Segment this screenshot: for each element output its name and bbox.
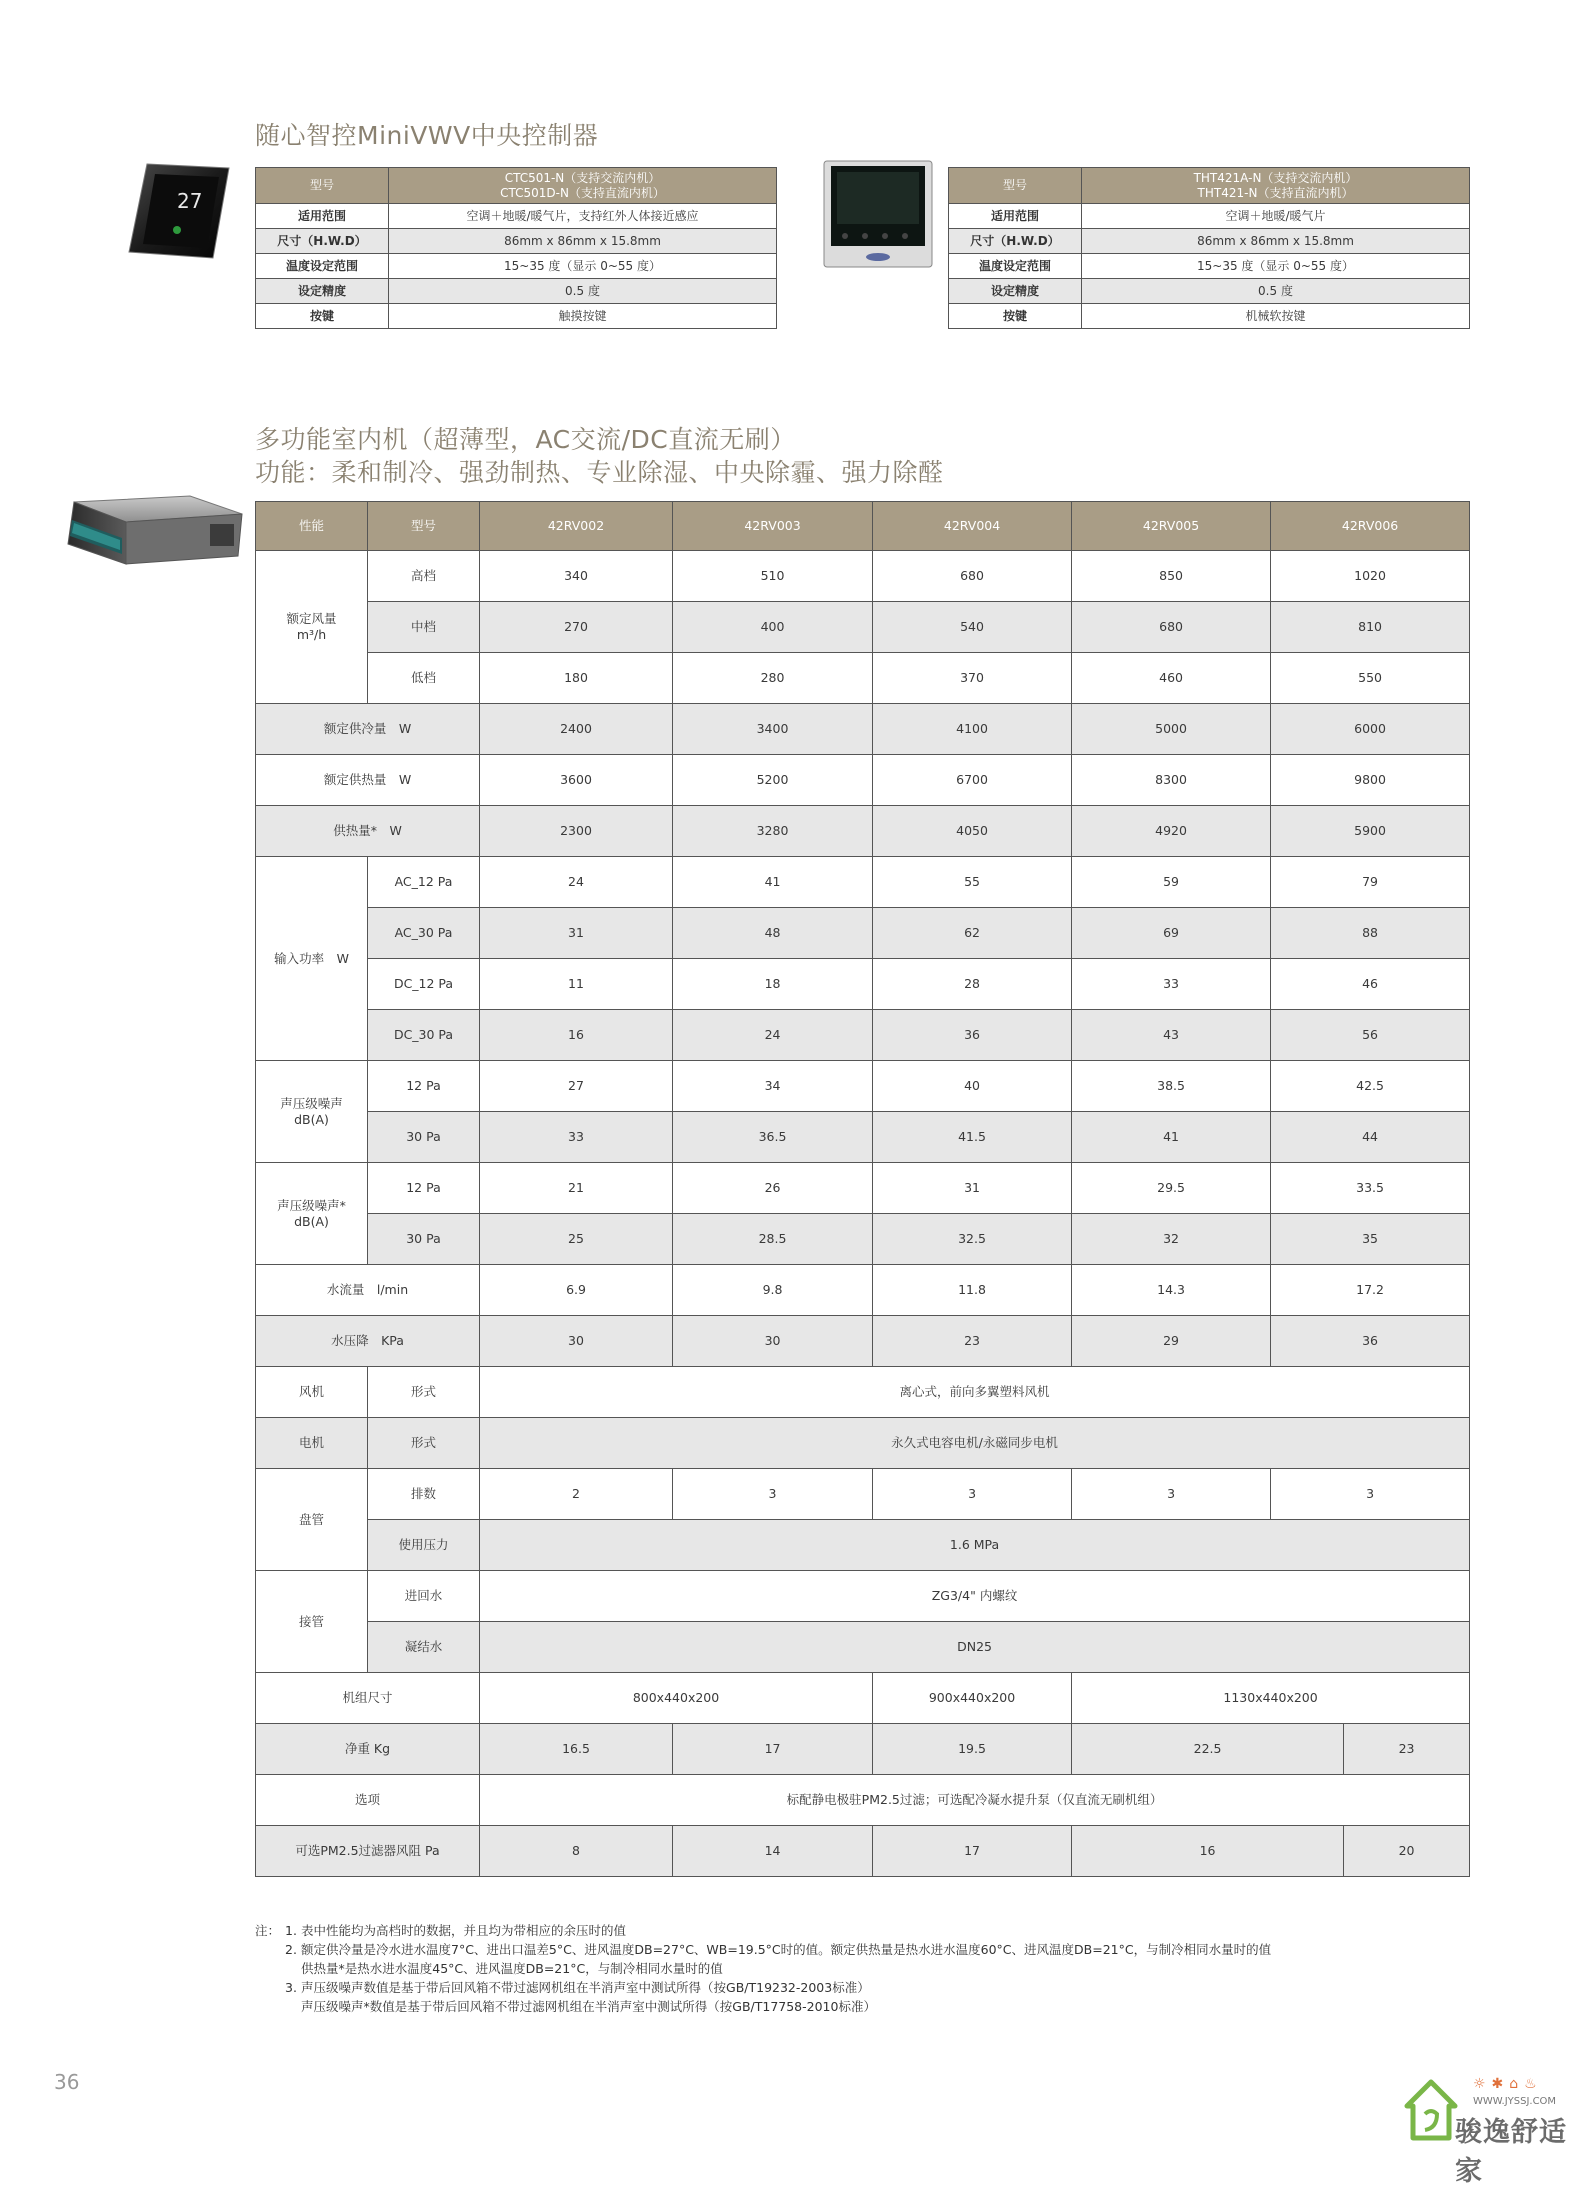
table-cell: 32 bbox=[1072, 1214, 1271, 1265]
table-cell: 20 bbox=[1344, 1826, 1470, 1877]
table-cell: 29.5 bbox=[1072, 1163, 1271, 1214]
table-cell: 14 bbox=[673, 1826, 873, 1877]
table-cell: 1130x440x200 bbox=[1072, 1673, 1470, 1724]
table-cell: 340 bbox=[480, 551, 673, 602]
table-cell: 尺寸（H.W.D） bbox=[256, 229, 389, 254]
table-cell: 35 bbox=[1271, 1214, 1470, 1265]
table-cell: 680 bbox=[873, 551, 1072, 602]
table-row bbox=[256, 1520, 1470, 1571]
table-cell: 0.5 度 bbox=[1082, 279, 1470, 304]
indoor-unit-spec-table bbox=[255, 501, 1470, 1877]
tht-row bbox=[949, 304, 1470, 329]
table-row bbox=[256, 1673, 1470, 1724]
table-cell: 9.8 bbox=[673, 1265, 873, 1316]
table-cell: DN25 bbox=[480, 1622, 1470, 1673]
table-row bbox=[256, 1061, 1470, 1112]
table-cell: 触摸按键 bbox=[389, 304, 777, 329]
table-row bbox=[256, 806, 1470, 857]
indoor-unit-image bbox=[60, 492, 245, 574]
notes-prefix: 注： bbox=[255, 1923, 281, 1938]
table-cell: 净重 Kg bbox=[256, 1724, 480, 1775]
tht-header-label: 型号 bbox=[949, 168, 1082, 204]
table-cell: DC_30 Pa bbox=[368, 1010, 480, 1061]
tht-header-value: THT421A-N（支持交流内机） THT421-N（支持直流内机） bbox=[1082, 168, 1470, 204]
table-cell: 30 bbox=[673, 1316, 873, 1367]
table-cell: 2300 bbox=[480, 806, 673, 857]
table-cell: 36 bbox=[873, 1010, 1072, 1061]
header-model: 型号 bbox=[368, 502, 480, 551]
ctc-thermostat-image bbox=[125, 160, 233, 263]
table-cell: 27 bbox=[480, 1061, 673, 1112]
table-cell: 供热量* W bbox=[256, 806, 480, 857]
airflow-label: 额定风量 m³/h bbox=[256, 551, 368, 704]
table-cell: 38.5 bbox=[1072, 1061, 1271, 1112]
table-row bbox=[256, 653, 1470, 704]
table-cell: 15~35 度（显示 0~55 度） bbox=[1082, 254, 1470, 279]
table-cell: 4920 bbox=[1072, 806, 1271, 857]
table-cell: 34 bbox=[673, 1061, 873, 1112]
table-cell: 4050 bbox=[873, 806, 1072, 857]
table-cell: 机械软按键 bbox=[1082, 304, 1470, 329]
table-cell: 79 bbox=[1271, 857, 1470, 908]
ctc-row bbox=[256, 229, 777, 254]
table-cell: 41 bbox=[673, 857, 873, 908]
ctc-row bbox=[256, 279, 777, 304]
table-row bbox=[256, 168, 777, 204]
table-cell: 按键 bbox=[949, 304, 1082, 329]
header-model-name: 42RV006 bbox=[1271, 502, 1470, 551]
table-row bbox=[256, 1112, 1470, 1163]
noise-star-label: 声压级噪声* dB(A) bbox=[256, 1163, 368, 1265]
table-cell: 6700 bbox=[873, 755, 1072, 806]
table-row bbox=[256, 908, 1470, 959]
table-cell: 36.5 bbox=[673, 1112, 873, 1163]
table-cell: 30 Pa bbox=[368, 1112, 480, 1163]
table-cell: 高档 bbox=[368, 551, 480, 602]
table-cell: 3600 bbox=[480, 755, 673, 806]
header-model-name: 42RV004 bbox=[873, 502, 1072, 551]
table-row bbox=[256, 1214, 1470, 1265]
table-row bbox=[256, 502, 1470, 551]
table-cell: 适用范围 bbox=[256, 204, 389, 229]
note-line: 表中性能均为高档时的数据，并且均为带相应的余压时的值 bbox=[301, 1923, 627, 1938]
table-cell: 18 bbox=[673, 959, 873, 1010]
table-cell: 810 bbox=[1271, 602, 1470, 653]
table-cell: 标配静电极驻PM2.5过滤；可选配冷凝水提升泵（仅直流无刷机组） bbox=[480, 1775, 1470, 1826]
table-cell: 5000 bbox=[1072, 704, 1271, 755]
table-cell: 44 bbox=[1271, 1112, 1470, 1163]
table-row bbox=[256, 1775, 1470, 1826]
table-cell: 1.6 MPa bbox=[480, 1520, 1470, 1571]
table-cell: 12 Pa bbox=[368, 1061, 480, 1112]
logo-name: 骏逸舒适家 bbox=[1455, 2117, 1567, 2187]
table-cell: 11.8 bbox=[873, 1265, 1072, 1316]
table-cell: 12 Pa bbox=[368, 1163, 480, 1214]
table-cell: 16.5 bbox=[480, 1724, 673, 1775]
table-cell: 23 bbox=[873, 1316, 1072, 1367]
svg-text:27: 27 bbox=[177, 189, 203, 213]
table-cell: 850 bbox=[1072, 551, 1271, 602]
table-cell: 46 bbox=[1271, 959, 1470, 1010]
ctc-header-value: CTC501-N（支持交流内机） CTC501D-N（支持直流内机） bbox=[389, 168, 777, 204]
table-cell: 370 bbox=[873, 653, 1072, 704]
table-cell: 400 bbox=[673, 602, 873, 653]
table-cell: 30 Pa bbox=[368, 1214, 480, 1265]
table-cell: 水流量 l/min bbox=[256, 1265, 480, 1316]
table-cell: 19.5 bbox=[873, 1724, 1072, 1775]
site-logo bbox=[1403, 2074, 1573, 2187]
table-cell: 5200 bbox=[673, 755, 873, 806]
table-cell: 按键 bbox=[256, 304, 389, 329]
table-cell: 电机 bbox=[256, 1418, 368, 1469]
note-line: 声压级噪声*数值是基于带后回风箱不带过滤网机组在半消声室中测试所得（按GB/T17758-2010标准） bbox=[301, 1999, 876, 2014]
table-cell: 280 bbox=[673, 653, 873, 704]
table-cell: 可选PM2.5过滤器风阻 Pa bbox=[256, 1826, 480, 1877]
section2-title-line1: 多功能室内机（超薄型，AC交流/DC直流无刷） bbox=[255, 425, 796, 454]
table-cell: 31 bbox=[873, 1163, 1072, 1214]
table-cell: 5900 bbox=[1271, 806, 1470, 857]
table-cell: 永久式电容电机/永磁同步电机 bbox=[480, 1418, 1470, 1469]
table-cell: 1020 bbox=[1271, 551, 1470, 602]
table-cell: 6000 bbox=[1271, 704, 1470, 755]
section1-title: 随心智控MiniVWV中央控制器 bbox=[255, 121, 599, 150]
header-model-name: 42RV002 bbox=[480, 502, 673, 551]
table-cell: 28.5 bbox=[673, 1214, 873, 1265]
ctc-row bbox=[256, 254, 777, 279]
table-cell: 凝结水 bbox=[368, 1622, 480, 1673]
table-cell: 33 bbox=[1072, 959, 1271, 1010]
table-cell: 55 bbox=[873, 857, 1072, 908]
tht-row bbox=[949, 254, 1470, 279]
table-cell: 26 bbox=[673, 1163, 873, 1214]
table-cell: 适用范围 bbox=[949, 204, 1082, 229]
table-cell: 48 bbox=[673, 908, 873, 959]
tht-row bbox=[949, 204, 1470, 229]
table-cell: 22.5 bbox=[1072, 1724, 1344, 1775]
table-cell: 15~35 度（显示 0~55 度） bbox=[389, 254, 777, 279]
table-cell: 中档 bbox=[368, 602, 480, 653]
table-cell: 31 bbox=[480, 908, 673, 959]
header-perf: 性能 bbox=[256, 502, 368, 551]
tht-row bbox=[949, 229, 1470, 254]
table-cell: AC_30 Pa bbox=[368, 908, 480, 959]
note-line: 声压级噪声数值是基于带后回风箱不带过滤网机组在半消声室中测试所得（按GB/T19232-2003标准） bbox=[301, 1980, 870, 1995]
table-cell: DC_12 Pa bbox=[368, 959, 480, 1010]
table-cell: 28 bbox=[873, 959, 1072, 1010]
table-cell: 排数 bbox=[368, 1469, 480, 1520]
table-cell: 选项 bbox=[256, 1775, 480, 1826]
table-cell: 4100 bbox=[873, 704, 1072, 755]
table-cell: 17 bbox=[673, 1724, 873, 1775]
noise-label: 声压级噪声 dB(A) bbox=[256, 1061, 368, 1163]
table-cell: 17.2 bbox=[1271, 1265, 1470, 1316]
table-cell: 3 bbox=[873, 1469, 1072, 1520]
table-row bbox=[256, 959, 1470, 1010]
table-cell: 23 bbox=[1344, 1724, 1470, 1775]
table-cell: 540 bbox=[873, 602, 1072, 653]
table-cell: 550 bbox=[1271, 653, 1470, 704]
house-logo-icon bbox=[1403, 2074, 1459, 2144]
table-cell: 空调＋地暖/暖气片，支持红外人体接近感应 bbox=[389, 204, 777, 229]
table-cell: 空调＋地暖/暖气片 bbox=[1082, 204, 1470, 229]
table-cell: 接管 bbox=[256, 1571, 368, 1673]
table-cell: 800x440x200 bbox=[480, 1673, 873, 1724]
table-cell: 88 bbox=[1271, 908, 1470, 959]
table-cell: 离心式，前向多翼塑料风机 bbox=[480, 1367, 1470, 1418]
power-label: 输入功率 W bbox=[256, 857, 368, 1061]
header-model-name: 42RV003 bbox=[673, 502, 873, 551]
ctc-row bbox=[256, 304, 777, 329]
table-cell: 33 bbox=[480, 1112, 673, 1163]
table-cell: 180 bbox=[480, 653, 673, 704]
table-cell: 43 bbox=[1072, 1010, 1271, 1061]
header-model-name: 42RV005 bbox=[1072, 502, 1271, 551]
table-cell: 62 bbox=[873, 908, 1072, 959]
table-row bbox=[256, 1367, 1470, 1418]
note-line: 供热量*是热水进水温度45°C、进风温度DB=21°C，与制冷相同水量时的值 bbox=[301, 1961, 723, 1976]
table-cell: 11 bbox=[480, 959, 673, 1010]
table-cell: 3 bbox=[673, 1469, 873, 1520]
table-cell: 460 bbox=[1072, 653, 1271, 704]
table-cell: 形式 bbox=[368, 1367, 480, 1418]
table-cell: 设定精度 bbox=[256, 279, 389, 304]
table-cell: 3280 bbox=[673, 806, 873, 857]
table-cell: 510 bbox=[673, 551, 873, 602]
table-cell: 24 bbox=[480, 857, 673, 908]
tht-spec-table bbox=[948, 167, 1470, 329]
table-cell: 59 bbox=[1072, 857, 1271, 908]
table-cell: 设定精度 bbox=[949, 279, 1082, 304]
ctc-spec-table bbox=[255, 167, 777, 329]
table-cell: 形式 bbox=[368, 1418, 480, 1469]
table-cell: 6.9 bbox=[480, 1265, 673, 1316]
notes: 注： 1. 表中性能均为高档时的数据，并且均为带相应的余压时的值 2. 额定供冷量是冷水进水温度7°C、进出口温差5°C、进风温度DB=27°C、WB=19.5°C时的值。额定供热量是热水进水温度60°C、进风温度DB=21°C，与制冷相同水量时的值 供热量*是热水进水温度45°C、进风温度DB=21°C，与制冷相同水量时的值 3. 声压级噪声数值是基于带后回风箱不带过滤网机组在半消声室中测试所得（按GB/T19232-2003标准） 声压级噪声*数值是基于带后回风箱不带过滤网机组在半消声室中测试所得（按GB/T17758-2010标准） bbox=[255, 1923, 1272, 2014]
table-row bbox=[256, 1163, 1470, 1214]
table-row bbox=[256, 1724, 1470, 1775]
table-cell: 29 bbox=[1072, 1316, 1271, 1367]
table-cell: 17 bbox=[873, 1826, 1072, 1877]
table-cell: 温度设定范围 bbox=[949, 254, 1082, 279]
table-cell: 低档 bbox=[368, 653, 480, 704]
table-cell: 86mm x 86mm x 15.8mm bbox=[389, 229, 777, 254]
table-cell: 24 bbox=[673, 1010, 873, 1061]
table-cell: 680 bbox=[1072, 602, 1271, 653]
table-cell: 风机 bbox=[256, 1367, 368, 1418]
table-cell: 16 bbox=[480, 1010, 673, 1061]
table-row bbox=[949, 168, 1470, 204]
table-cell: 3400 bbox=[673, 704, 873, 755]
table-cell: 36 bbox=[1271, 1316, 1470, 1367]
table-cell: 温度设定范围 bbox=[256, 254, 389, 279]
table-cell: 21 bbox=[480, 1163, 673, 1214]
logo-url: WWW.JYSSJ.COM bbox=[1473, 2096, 1557, 2107]
ctc-header-label: 型号 bbox=[256, 168, 389, 204]
table-cell: ZG3/4" 内螺纹 bbox=[480, 1571, 1470, 1622]
table-cell: AC_12 Pa bbox=[368, 857, 480, 908]
table-cell: 9800 bbox=[1271, 755, 1470, 806]
table-row bbox=[256, 1622, 1470, 1673]
tht-row bbox=[949, 279, 1470, 304]
table-cell: 16 bbox=[1072, 1826, 1344, 1877]
table-cell: 盘管 bbox=[256, 1469, 368, 1571]
table-row bbox=[256, 1010, 1470, 1061]
table-row bbox=[256, 602, 1470, 653]
table-cell: 8300 bbox=[1072, 755, 1271, 806]
table-cell: 40 bbox=[873, 1061, 1072, 1112]
table-row bbox=[256, 1469, 1470, 1520]
table-cell: 25 bbox=[480, 1214, 673, 1265]
table-cell: 270 bbox=[480, 602, 673, 653]
table-cell: 8 bbox=[480, 1826, 673, 1877]
table-cell: 进回水 bbox=[368, 1571, 480, 1622]
table-cell: 69 bbox=[1072, 908, 1271, 959]
table-cell: 机组尺寸 bbox=[256, 1673, 480, 1724]
table-cell: 33.5 bbox=[1271, 1163, 1470, 1214]
table-cell: 14.3 bbox=[1072, 1265, 1271, 1316]
table-cell: 水压降 KPa bbox=[256, 1316, 480, 1367]
table-cell: 使用压力 bbox=[368, 1520, 480, 1571]
table-row bbox=[256, 755, 1470, 806]
sun-flame-icons: ☼✱⌂♨ bbox=[1473, 2076, 1543, 2092]
table-cell: 3 bbox=[1072, 1469, 1271, 1520]
table-cell: 额定供冷量 W bbox=[256, 704, 480, 755]
table-cell: 86mm x 86mm x 15.8mm bbox=[1082, 229, 1470, 254]
table-row bbox=[256, 1316, 1470, 1367]
table-cell: 3 bbox=[1271, 1469, 1470, 1520]
table-row bbox=[256, 1826, 1470, 1877]
table-cell: 41 bbox=[1072, 1112, 1271, 1163]
table-cell: 41.5 bbox=[873, 1112, 1072, 1163]
table-cell: 56 bbox=[1271, 1010, 1470, 1061]
tht-thermostat-image bbox=[823, 160, 933, 270]
table-row bbox=[256, 857, 1470, 908]
table-cell: 0.5 度 bbox=[389, 279, 777, 304]
note-line: 额定供冷量是冷水进水温度7°C、进出口温差5°C、进风温度DB=27°C、WB=19.5°C时的值。额定供热量是热水进水温度60°C、进风温度DB=21°C，与制冷相同水量时的值 bbox=[301, 1942, 1272, 1957]
page-number: 36 bbox=[54, 2070, 80, 2094]
table-cell: 2 bbox=[480, 1469, 673, 1520]
table-cell: 额定供热量 W bbox=[256, 755, 480, 806]
ctc-row bbox=[256, 204, 777, 229]
table-row bbox=[256, 704, 1470, 755]
table-row bbox=[256, 551, 1470, 602]
table-cell: 42.5 bbox=[1271, 1061, 1470, 1112]
section2-title-line2: 功能：柔和制冷、强劲制热、专业除湿、中央除霾、强力除醛 bbox=[255, 458, 944, 487]
table-row bbox=[256, 1265, 1470, 1316]
table-row bbox=[256, 1418, 1470, 1469]
table-cell: 900x440x200 bbox=[873, 1673, 1072, 1724]
table-row bbox=[256, 1571, 1470, 1622]
table-cell: 2400 bbox=[480, 704, 673, 755]
table-cell: 30 bbox=[480, 1316, 673, 1367]
table-cell: 32.5 bbox=[873, 1214, 1072, 1265]
table-cell: 尺寸（H.W.D） bbox=[949, 229, 1082, 254]
